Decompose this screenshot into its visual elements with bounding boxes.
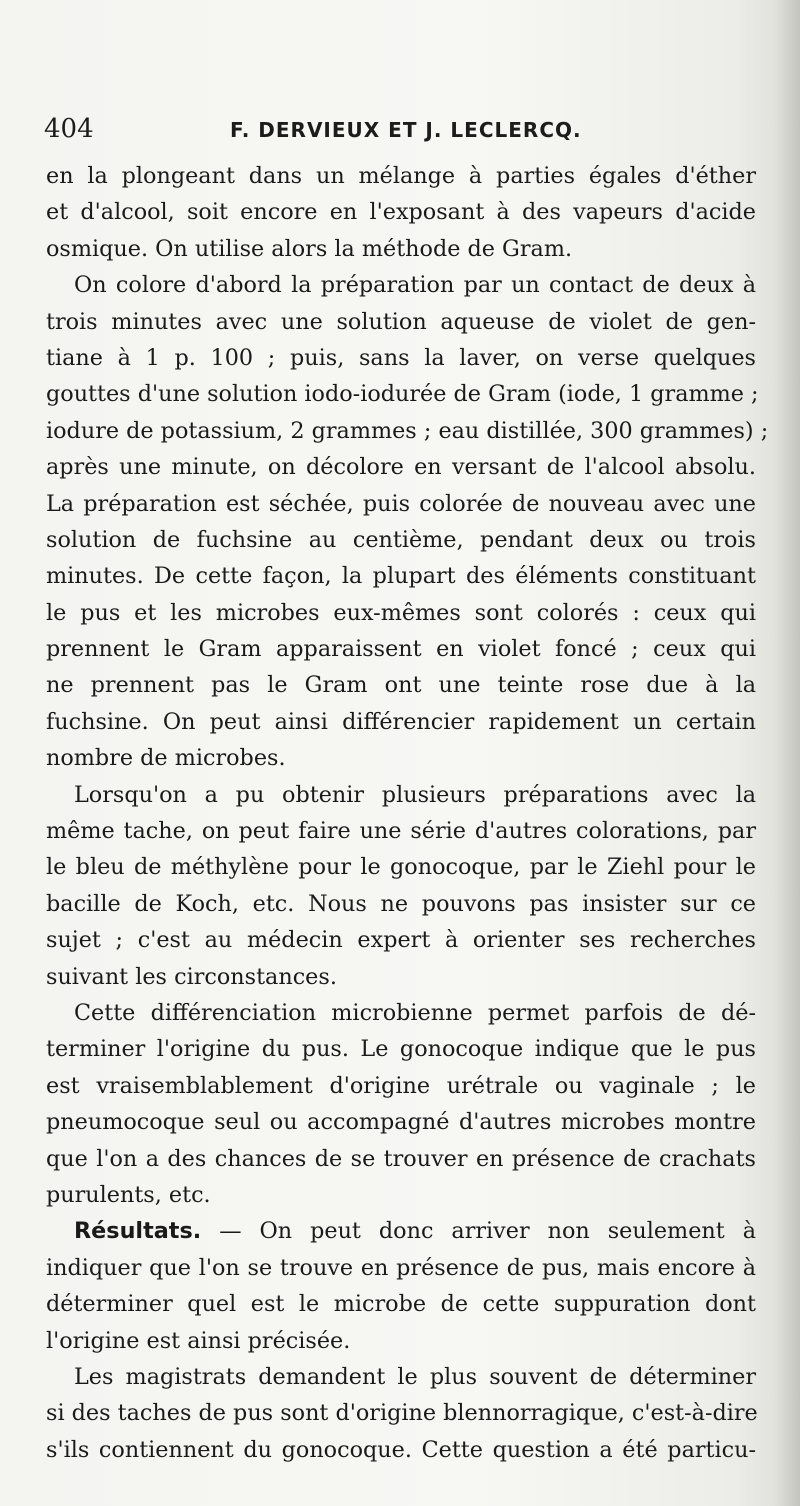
text-line: osmique. On utilise alors la méthode de Gram. — [46, 235, 573, 262]
text-line: solution de fuchsine au centième, pendant deux ou trois — [46, 526, 756, 553]
body-text — [46, 158, 769, 1468]
text-line: — On peut donc arriver non seulement à — [219, 1218, 756, 1245]
text-line: après une minute, on décolore en versant de l'alcool absolu. — [46, 454, 756, 481]
text-line: s'ils contiennent du gonocoque. Cette question a été particu- — [46, 1436, 756, 1463]
page-edge-shadow — [774, 0, 800, 1506]
text-line: le bleu de méthylène pour le gonocoque, par le Ziehl pour le — [46, 854, 756, 881]
text-line: iodure de potassium, 2 grammes ; eau distillée, 300 grammes) ; — [46, 417, 769, 444]
text-line: terminer l'origine du pus. Le gonocoque indique que le pus — [46, 1036, 756, 1063]
text-line: prennent le Gram apparaissent en violet foncé ; ceux qui — [46, 636, 756, 663]
page-header — [44, 114, 764, 154]
text-line: La préparation est séchée, puis colorée de nouveau avec une — [46, 490, 756, 517]
text-line: que l'on a des chances de se trouver en présence de crachats — [46, 1145, 756, 1172]
text-line: purulents, etc. — [46, 1181, 211, 1208]
text-line: indiquer que l'on se trouve en présence de pus, mais encore à — [46, 1254, 756, 1281]
text-line: pneumocoque seul ou accompagné d'autres microbes montre — [46, 1109, 756, 1136]
text-line: nombre de microbes. — [46, 745, 286, 772]
text-line: le pus et les microbes eux-mêmes sont colorés : ceux qui — [46, 599, 756, 626]
text-line: trois minutes avec une solution aqueuse de violet de gen- — [46, 308, 756, 335]
text-line: même tache, on peut faire une série d'autres colorations, par — [46, 818, 756, 845]
text-line: Les magistrats demandent le plus souvent de déterminer — [74, 1363, 756, 1390]
text-line: en la plongeant dans un mélange à parties égales d'éther — [46, 163, 756, 189]
results-line — [46, 1213, 756, 1249]
text-line: tiane à 1 p. 100 ; puis, sans la laver, on verse quelques — [46, 344, 756, 371]
text-line: ne prennent pas le Gram ont une teinte rose due à la — [46, 672, 756, 699]
text-line: bacille de Koch, etc. Nous ne pouvons pas insister sur ce — [46, 890, 756, 917]
text-line: gouttes d'une solution iodo-iodurée de Gram (iode, 1 gramme ; — [46, 381, 759, 408]
text-line: minutes. De cette façon, la plupart des éléments constituant — [46, 563, 756, 590]
text-line: si des taches de pus sont d'origine blennorragique, c'est-à-dire — [46, 1400, 758, 1427]
text-line: Lorsqu'on a pu obtenir plusieurs préparations avec la — [74, 781, 756, 808]
running-head: F. DERVIEUX ET J. LECLERCQ. — [230, 118, 582, 142]
text-line: déterminer quel est le microbe de cette suppuration dont — [46, 1291, 756, 1318]
text-line: est vraisemblablement d'origine urétrale ou vaginale ; le — [46, 1072, 756, 1099]
text-line: suivant les circonstances. — [46, 963, 337, 990]
text-line: sujet ; c'est au médecin expert à orienter ses recherches — [46, 927, 756, 954]
text-line: On colore d'abord la préparation par un contact de deux à — [74, 272, 756, 299]
text-line: fuchsine. On peut ainsi différencier rapidement un certain — [46, 708, 756, 735]
page-number: 404 — [44, 114, 94, 144]
text-line: et d'alcool, soit encore en l'exposant à des vapeurs d'acide — [46, 199, 756, 226]
results-heading: Résultats. — [74, 1218, 202, 1245]
text-line: Cette différenciation microbienne permet parfois de dé- — [74, 999, 756, 1026]
text-line: l'origine est ainsi précisée. — [46, 1327, 351, 1354]
